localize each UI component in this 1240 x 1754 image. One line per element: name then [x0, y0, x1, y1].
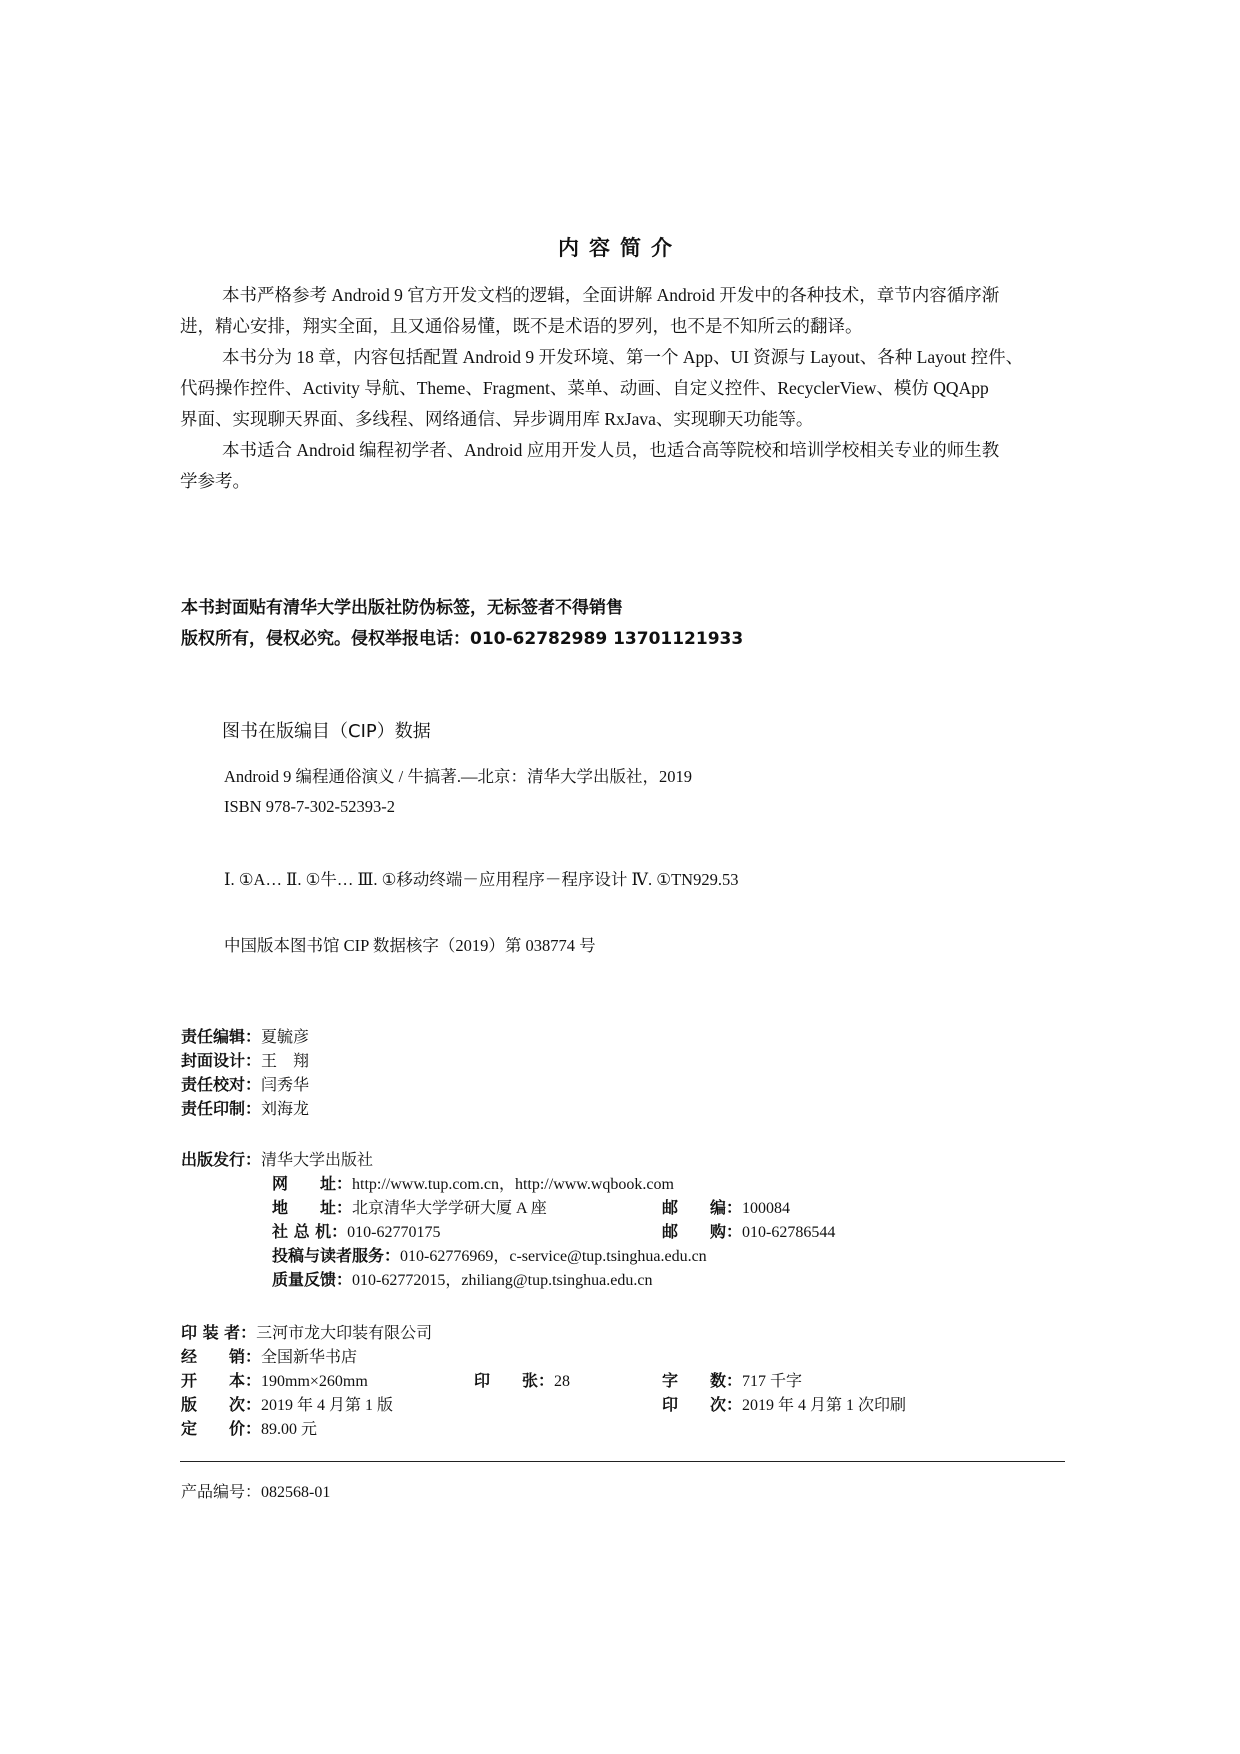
distributor-label: 经 销：	[181, 1347, 262, 1366]
format-value: 190mm×260mm	[261, 1373, 368, 1390]
summary-p2-line2: 代码操作控件、Activity 导航、Theme、Fragment、菜单、动画、自定义控件、RecyclerView、模仿 QQApp	[180, 378, 989, 398]
printer-value: 三河市龙大印装有限公司	[256, 1323, 433, 1342]
staff-editor	[181, 1025, 309, 1049]
cip-isbn: ISBN 978-7-302-52393-2	[224, 797, 395, 816]
publisher-row	[181, 1148, 373, 1172]
quality-feedback-row	[272, 1268, 653, 1293]
impression-row	[662, 1393, 906, 1418]
edition-row	[181, 1393, 393, 1418]
mail-order-row	[662, 1220, 835, 1245]
summary-p1-line1: 本书严格参考 Android 9 官方开发文档的逻辑，全面讲解 Android 开发中的各种技术，章节内容循序渐	[222, 285, 1000, 305]
mail-order-label: 邮 购：	[662, 1222, 743, 1241]
address-value: 北京清华大学学研大厦 A 座	[352, 1200, 547, 1217]
publisher-name: 清华大学出版社	[261, 1150, 374, 1169]
staff-value: 王 翔	[261, 1051, 310, 1070]
word-count-value: 717 千字	[742, 1373, 803, 1390]
edition-value: 2019 年 4 月第 1 版	[261, 1397, 394, 1414]
distributor-row	[181, 1345, 357, 1369]
quality-feedback-value: 010-62772015，zhiliang@tup.tsinghua.edu.cn	[352, 1272, 653, 1289]
reader-service-row	[272, 1244, 707, 1269]
summary-p1-line2: 进，精心安排，翔实全面，且又通俗易懂，既不是术语的罗列，也不是不知所云的翻译。	[180, 316, 863, 336]
format-row	[181, 1369, 368, 1394]
page-title: 内容简介	[558, 236, 682, 260]
summary-p3-line2: 学参考。	[180, 471, 250, 491]
staff-label: 封面设计：	[181, 1051, 262, 1070]
format-label: 开 本：	[181, 1371, 262, 1390]
postcode-value: 100084	[742, 1200, 791, 1217]
divider-rule	[180, 1461, 1065, 1462]
printer-label: 印 装 者：	[181, 1323, 257, 1342]
edition-label: 版 次：	[181, 1395, 262, 1414]
postcode-label: 邮 编：	[662, 1198, 743, 1217]
product-number-label: 产品编号：	[181, 1484, 262, 1501]
price-label: 定 价：	[181, 1419, 262, 1438]
staff-cover-design	[181, 1049, 309, 1073]
summary-p2-line1: 本书分为 18 章，内容包括配置 Android 9 开发环境、第一个 App、UI 资源与 Layout、各种 Layout 控件、	[222, 347, 1024, 367]
staff-label: 责任编辑：	[181, 1027, 262, 1046]
address-label: 地 址：	[272, 1198, 353, 1217]
staff-label: 责任印制：	[181, 1099, 262, 1118]
printer-row	[181, 1321, 432, 1345]
switchboard-label: 社 总 机：	[272, 1222, 348, 1241]
impression-label: 印 次：	[662, 1395, 743, 1414]
publisher-label: 出版发行：	[181, 1150, 262, 1169]
reader-service-value: 010-62776969，c-service@tup.tsinghua.edu.cn	[400, 1248, 707, 1265]
postcode-row	[662, 1196, 790, 1221]
cip-record: Android 9 编程通俗演义 / 牛搞著.—北京：清华大学出版社，2019	[224, 767, 692, 786]
website-value: http://www.tup.com.cn，http://www.wqbook.com	[352, 1176, 674, 1193]
cip-number: 中国版本图书馆 CIP 数据核字（2019）第 038774 号	[224, 936, 596, 955]
switchboard-value: 010-62770175	[347, 1224, 441, 1241]
quality-feedback-label: 质量反馈：	[272, 1270, 353, 1289]
price-value: 89.00 元	[261, 1421, 318, 1438]
switchboard-row	[272, 1220, 440, 1245]
summary-p2-line3: 界面、实现聊天界面、多线程、网络通信、异步调用库 RxJava、实现聊天功能等。	[180, 409, 814, 429]
summary-p3-line1: 本书适合 Android 编程初学者、Android 应用开发人员，也适合高等院校和培训学校相关专业的师生教	[222, 440, 1000, 460]
reader-service-label: 投稿与读者服务：	[272, 1246, 401, 1265]
staff-label: 责任校对：	[181, 1075, 262, 1094]
impression-value: 2019 年 4 月第 1 次印刷	[742, 1397, 907, 1414]
staff-printing	[181, 1097, 309, 1121]
price-row	[181, 1417, 317, 1442]
product-number-value: 082568-01	[261, 1484, 331, 1501]
word-count-label: 字 数：	[662, 1371, 743, 1390]
cip-heading: 图书在版编目（CIP）数据	[222, 721, 431, 742]
distributor-value: 全国新华书店	[261, 1347, 358, 1366]
product-number-row	[181, 1481, 330, 1505]
website-row	[272, 1172, 674, 1197]
sheets-value: 28	[554, 1373, 571, 1390]
mail-order-value: 010-62786544	[742, 1224, 836, 1241]
staff-value: 闫秀华	[261, 1075, 310, 1094]
address-row	[272, 1196, 547, 1221]
staff-value: 夏毓彦	[261, 1027, 310, 1046]
sheets-label: 印 张：	[474, 1371, 555, 1390]
copyright-notice: 版权所有，侵权必究。侵权举报电话：010-62782989 13701121933	[181, 629, 744, 649]
word-count-row	[662, 1369, 802, 1394]
sheets-row	[474, 1369, 570, 1394]
cip-classification: Ⅰ. ①A… Ⅱ. ①牛… Ⅲ. ①移动终端－应用程序－程序设计 Ⅳ. ①TN929.53	[224, 870, 739, 889]
staff-value: 刘海龙	[261, 1099, 310, 1118]
staff-proofreader	[181, 1073, 309, 1097]
anti-counterfeit-notice: 本书封面贴有清华大学出版社防伪标签，无标签者不得销售	[181, 598, 623, 618]
website-label: 网 址：	[272, 1174, 353, 1193]
